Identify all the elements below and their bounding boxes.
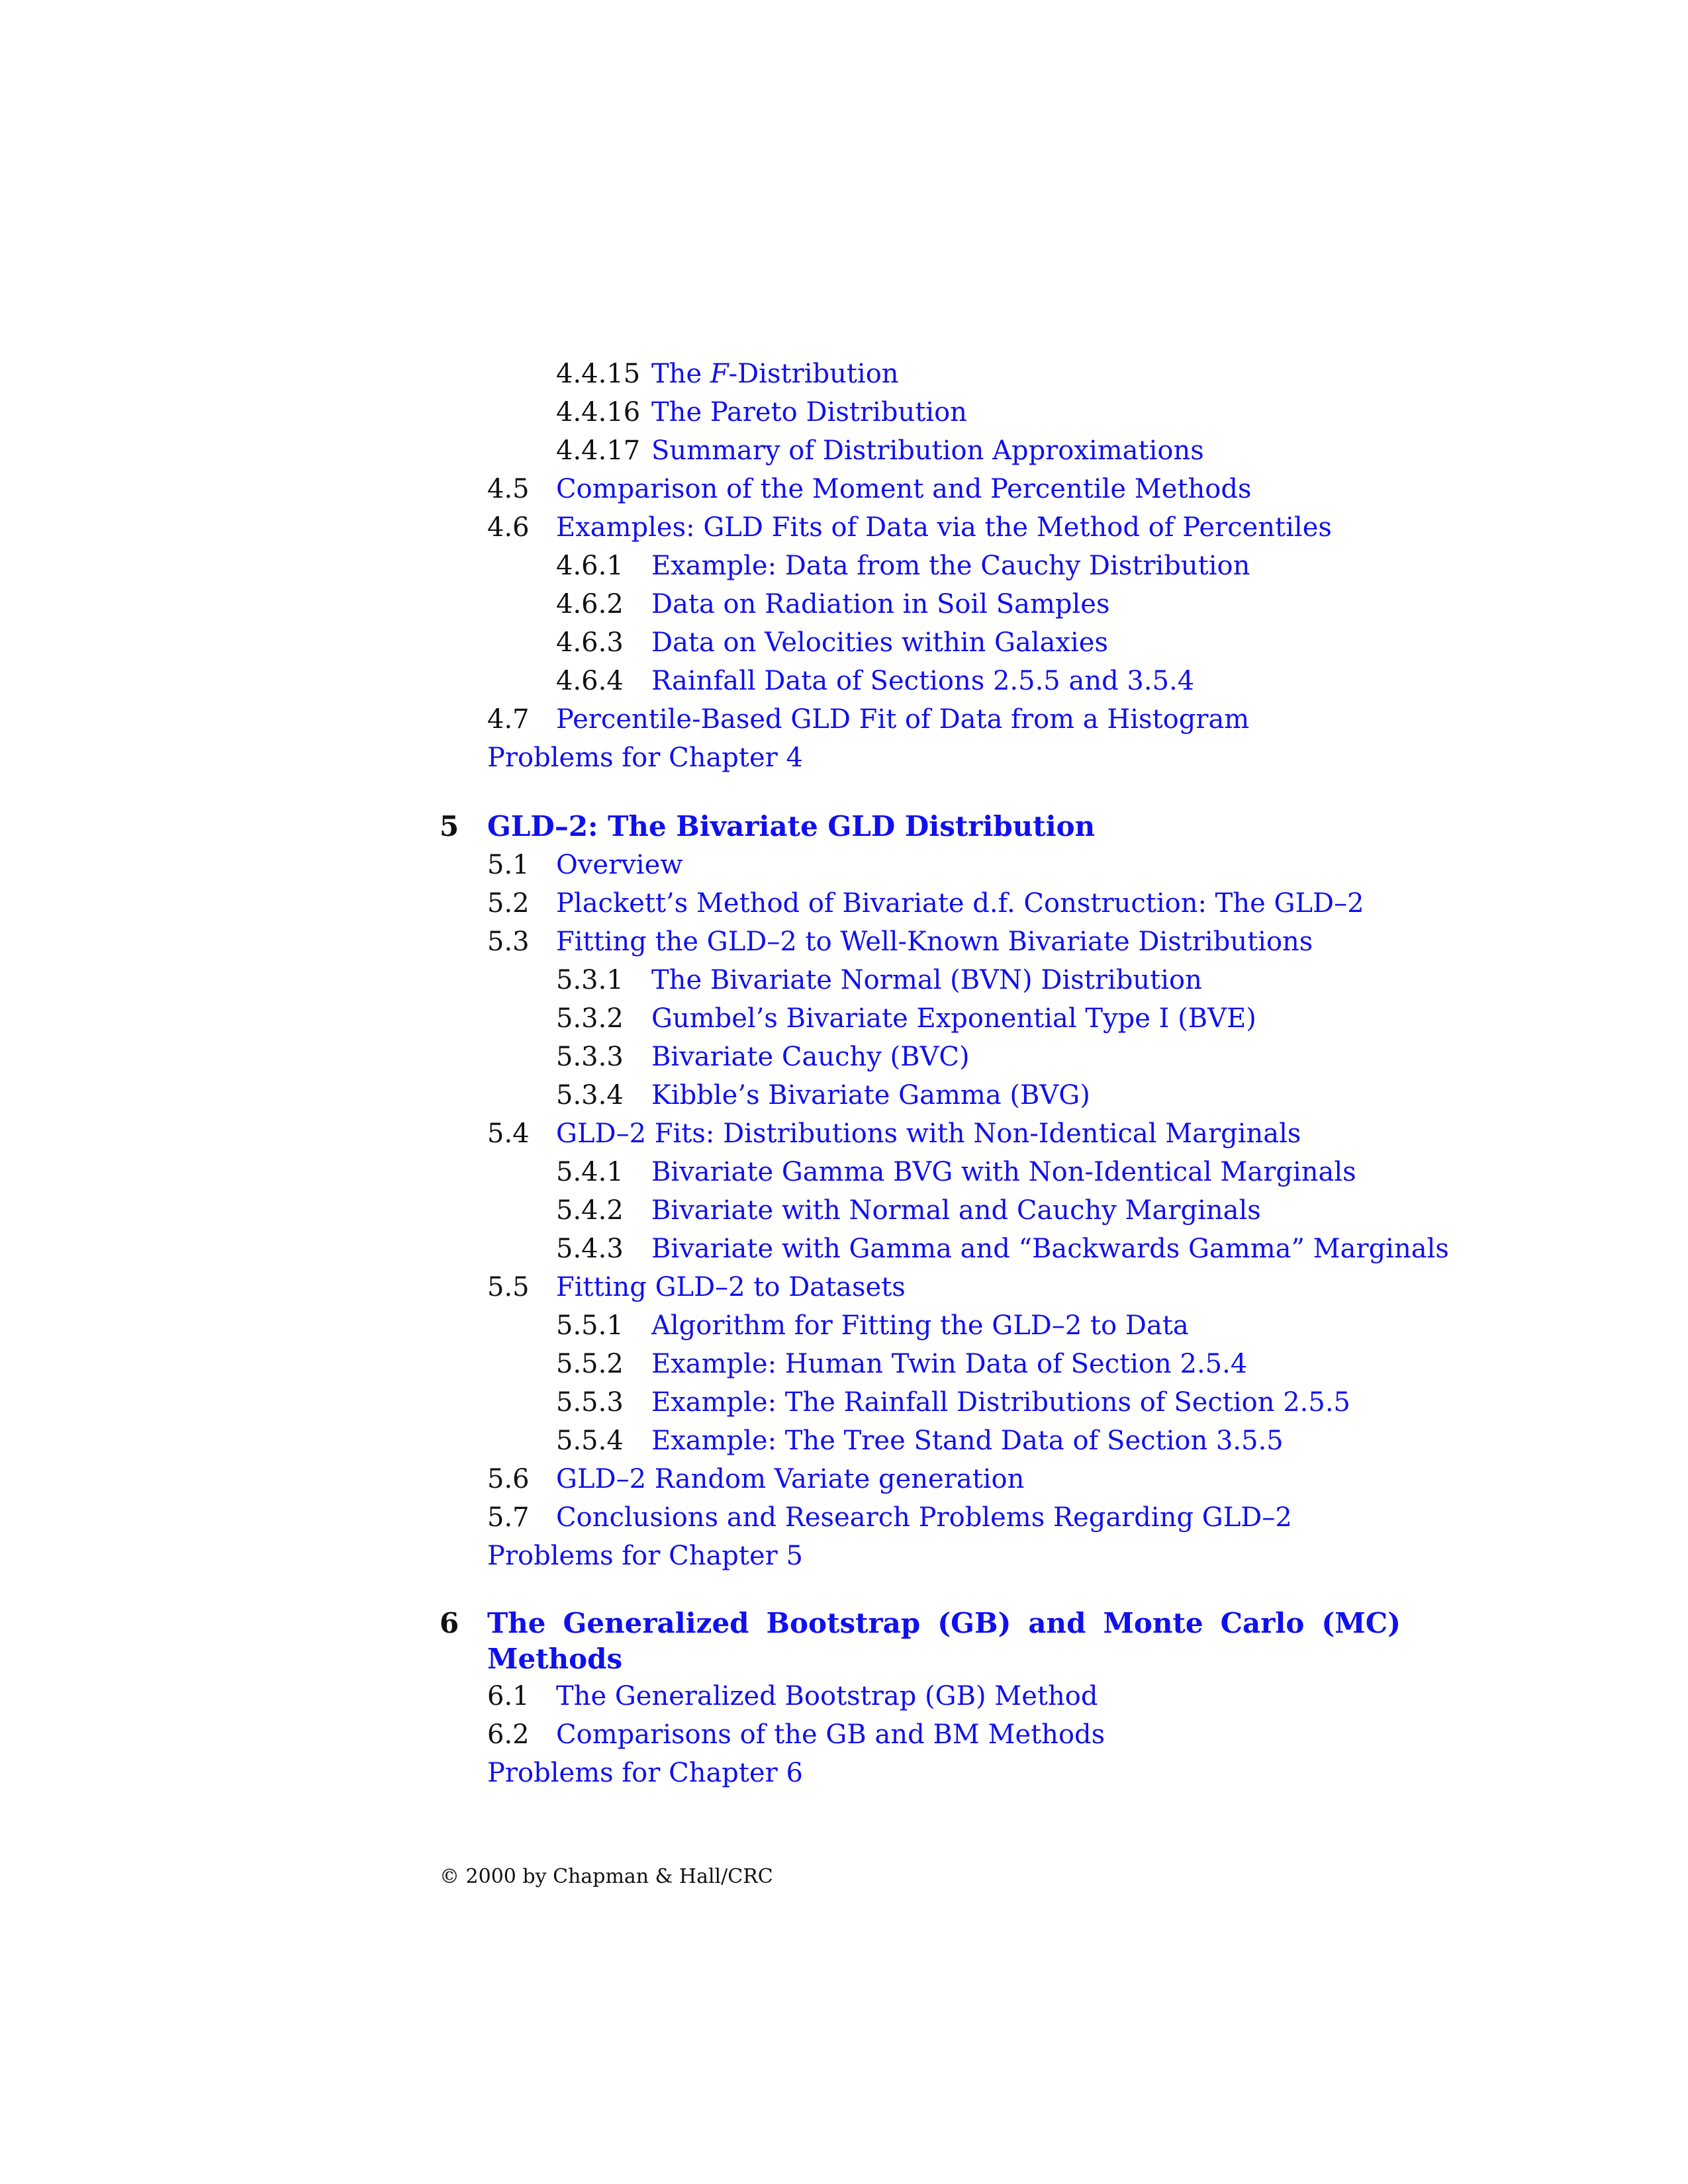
section-number: 4.6.3 bbox=[556, 627, 624, 658]
section-number: 4.4.15 bbox=[556, 359, 641, 389]
toc-entry-5-3-4[interactable] bbox=[440, 1076, 1499, 1115]
section-number: 4.7 bbox=[487, 704, 530, 735]
toc-entry-5-6[interactable] bbox=[440, 1460, 1499, 1498]
italic-variable: F bbox=[710, 359, 729, 389]
section-number: 5.3.3 bbox=[556, 1042, 624, 1072]
toc-entry-4-4-15[interactable] bbox=[440, 355, 1499, 393]
toc-entry-5-4-2[interactable] bbox=[440, 1191, 1499, 1230]
toc-entry-5-4-1[interactable] bbox=[440, 1153, 1499, 1191]
section-number: 4.4.17 bbox=[556, 435, 641, 466]
table-of-contents bbox=[440, 355, 1499, 1792]
toc-entry-4-6-1[interactable] bbox=[440, 547, 1499, 585]
section-link[interactable]: Comparisons of the GB and BM Methods bbox=[556, 1719, 1105, 1750]
toc-chapter-5[interactable] bbox=[440, 807, 1499, 846]
section-link[interactable]: Bivariate Gamma BVG with Non-Identical Marginals bbox=[651, 1157, 1356, 1187]
section-number: 5.5.1 bbox=[556, 1310, 624, 1341]
section-link[interactable]: GLD–2 Fits: Distributions with Non-Identical Marginals bbox=[556, 1118, 1301, 1149]
section-number: 5.3.2 bbox=[556, 1003, 624, 1034]
section-link[interactable]: Comparison of the Moment and Percentile Methods bbox=[556, 474, 1252, 504]
section-link[interactable]: Conclusions and Research Problems Regarding GLD–2 bbox=[556, 1502, 1292, 1533]
section-link[interactable]: Example: The Rainfall Distributions of Section 2.5.5 bbox=[651, 1387, 1350, 1418]
section-number: 4.5 bbox=[487, 474, 530, 504]
toc-entry-5-5-4[interactable] bbox=[440, 1422, 1499, 1460]
section-link[interactable]: The Bivariate Normal (BVN) Distribution bbox=[651, 965, 1202, 995]
toc-chapter-6[interactable] bbox=[440, 1606, 1499, 1677]
section-number: 5.1 bbox=[487, 850, 530, 880]
section-number: 5.4.1 bbox=[556, 1157, 624, 1187]
section-link[interactable]: Examples: GLD Fits of Data via the Method of Percentiles bbox=[556, 512, 1332, 543]
section-number: 5.4.3 bbox=[556, 1234, 624, 1264]
toc-entry-problems-6[interactable] bbox=[440, 1754, 1499, 1792]
section-number: 5.5.2 bbox=[556, 1349, 624, 1379]
problems-link[interactable]: Problems for Chapter 6 bbox=[487, 1758, 803, 1788]
toc-entry-5-5-3[interactable] bbox=[440, 1383, 1499, 1422]
section-link[interactable]: Kibble’s Bivariate Gamma (BVG) bbox=[651, 1080, 1090, 1111]
section-number: 4.6.2 bbox=[556, 589, 624, 619]
section-link[interactable]: Example: The Tree Stand Data of Section 3.5.5 bbox=[651, 1426, 1284, 1456]
section-link[interactable]: Overview bbox=[556, 850, 683, 880]
section-number: 5.7 bbox=[487, 1502, 530, 1533]
section-number: 5.4 bbox=[487, 1118, 530, 1149]
section-number: 4.4.16 bbox=[556, 397, 641, 428]
chapter-title-link[interactable]: The Generalized Bootstrap (GB) and Monte Carlo (MC) Methods bbox=[487, 1607, 1401, 1675]
section-link[interactable]: The Generalized Bootstrap (GB) Method bbox=[556, 1681, 1098, 1711]
section-link[interactable]: Bivariate with Gamma and “Backwards Gamma” Marginals bbox=[651, 1234, 1449, 1264]
section-link[interactable]: Rainfall Data of Sections 2.5.5 and 3.5.4 bbox=[651, 666, 1195, 696]
toc-entry-6-1[interactable] bbox=[440, 1677, 1499, 1715]
section-link[interactable]: The F-Distribution bbox=[651, 359, 899, 389]
toc-entry-5-3-3[interactable] bbox=[440, 1038, 1499, 1076]
toc-entry-5-4[interactable] bbox=[440, 1115, 1499, 1153]
section-number: 5.2 bbox=[487, 888, 530, 919]
section-link[interactable]: Plackett’s Method of Bivariate d.f. Construction: The GLD–2 bbox=[556, 888, 1364, 919]
section-link[interactable]: Bivariate Cauchy (BVC) bbox=[651, 1042, 970, 1072]
toc-entry-4-6-2[interactable] bbox=[440, 585, 1499, 623]
section-link[interactable]: The Pareto Distribution bbox=[651, 397, 967, 428]
toc-entry-5-5-1[interactable] bbox=[440, 1306, 1499, 1345]
spacer bbox=[440, 777, 1499, 807]
chapter-number: 5 bbox=[440, 810, 459, 842]
problems-link[interactable]: Problems for Chapter 5 bbox=[487, 1541, 803, 1571]
section-link[interactable]: Example: Data from the Cauchy Distribution bbox=[651, 551, 1250, 581]
section-link[interactable]: Bivariate with Normal and Cauchy Marginals bbox=[651, 1195, 1261, 1226]
section-link[interactable]: Summary of Distribution Approximations bbox=[651, 435, 1204, 466]
section-number: 6.1 bbox=[487, 1681, 530, 1711]
section-link[interactable]: Fitting the GLD–2 to Well-Known Bivariate Distributions bbox=[556, 927, 1313, 957]
section-link[interactable]: GLD–2 Random Variate generation bbox=[556, 1464, 1025, 1494]
toc-entry-4-7[interactable] bbox=[440, 700, 1499, 739]
chapter-title-link[interactable]: GLD–2: The Bivariate GLD Distribution bbox=[487, 810, 1096, 842]
toc-entry-5-3-2[interactable] bbox=[440, 999, 1499, 1038]
section-number: 5.3.1 bbox=[556, 965, 624, 995]
section-number: 4.6.1 bbox=[556, 551, 624, 581]
section-number: 4.6 bbox=[487, 512, 530, 543]
toc-entry-4-6[interactable] bbox=[440, 508, 1499, 547]
section-link[interactable]: Data on Radiation in Soil Samples bbox=[651, 589, 1110, 619]
section-number: 5.4.2 bbox=[556, 1195, 624, 1226]
toc-entry-5-5-2[interactable] bbox=[440, 1345, 1499, 1383]
toc-entry-4-4-16[interactable] bbox=[440, 393, 1499, 432]
toc-entry-5-3-1[interactable] bbox=[440, 961, 1499, 999]
section-link[interactable]: Percentile-Based GLD Fit of Data from a Histogram bbox=[556, 704, 1250, 735]
section-link[interactable]: Fitting GLD–2 to Datasets bbox=[556, 1272, 906, 1302]
toc-entry-4-6-4[interactable] bbox=[440, 662, 1499, 700]
toc-entry-5-4-3[interactable] bbox=[440, 1230, 1499, 1268]
problems-link[interactable]: Problems for Chapter 4 bbox=[487, 743, 803, 773]
toc-entry-6-2[interactable] bbox=[440, 1715, 1499, 1754]
toc-entry-5-7[interactable] bbox=[440, 1498, 1499, 1537]
toc-entry-5-3[interactable] bbox=[440, 923, 1499, 961]
toc-entry-4-6-3[interactable] bbox=[440, 623, 1499, 662]
section-number: 5.3 bbox=[487, 927, 530, 957]
section-link[interactable]: Example: Human Twin Data of Section 2.5.4 bbox=[651, 1349, 1248, 1379]
section-link[interactable]: Data on Velocities within Galaxies bbox=[651, 627, 1108, 658]
section-number: 5.5.4 bbox=[556, 1426, 624, 1456]
copyright-footer: © 2000 by Chapman & Hall/CRC bbox=[440, 1865, 773, 1888]
section-number: 5.3.4 bbox=[556, 1080, 624, 1111]
toc-entry-problems-5[interactable] bbox=[440, 1537, 1499, 1575]
section-number: 4.6.4 bbox=[556, 666, 624, 696]
section-number: 5.5 bbox=[487, 1272, 530, 1302]
toc-entry-4-5[interactable] bbox=[440, 470, 1499, 508]
section-link[interactable]: Gumbel’s Bivariate Exponential Type I (BVE) bbox=[651, 1003, 1256, 1034]
spacer bbox=[440, 1575, 1499, 1606]
toc-entry-4-4-17[interactable] bbox=[440, 432, 1499, 470]
section-link[interactable]: Algorithm for Fitting the GLD–2 to Data bbox=[651, 1310, 1189, 1341]
chapter-number: 6 bbox=[440, 1607, 459, 1639]
toc-entry-problems-4[interactable] bbox=[440, 739, 1499, 777]
toc-entry-5-5[interactable] bbox=[440, 1268, 1499, 1306]
section-number: 6.2 bbox=[487, 1719, 530, 1750]
toc-entry-5-1[interactable] bbox=[440, 846, 1499, 884]
section-number: 5.5.3 bbox=[556, 1387, 624, 1418]
toc-entry-5-2[interactable] bbox=[440, 884, 1499, 923]
section-number: 5.6 bbox=[487, 1464, 530, 1494]
